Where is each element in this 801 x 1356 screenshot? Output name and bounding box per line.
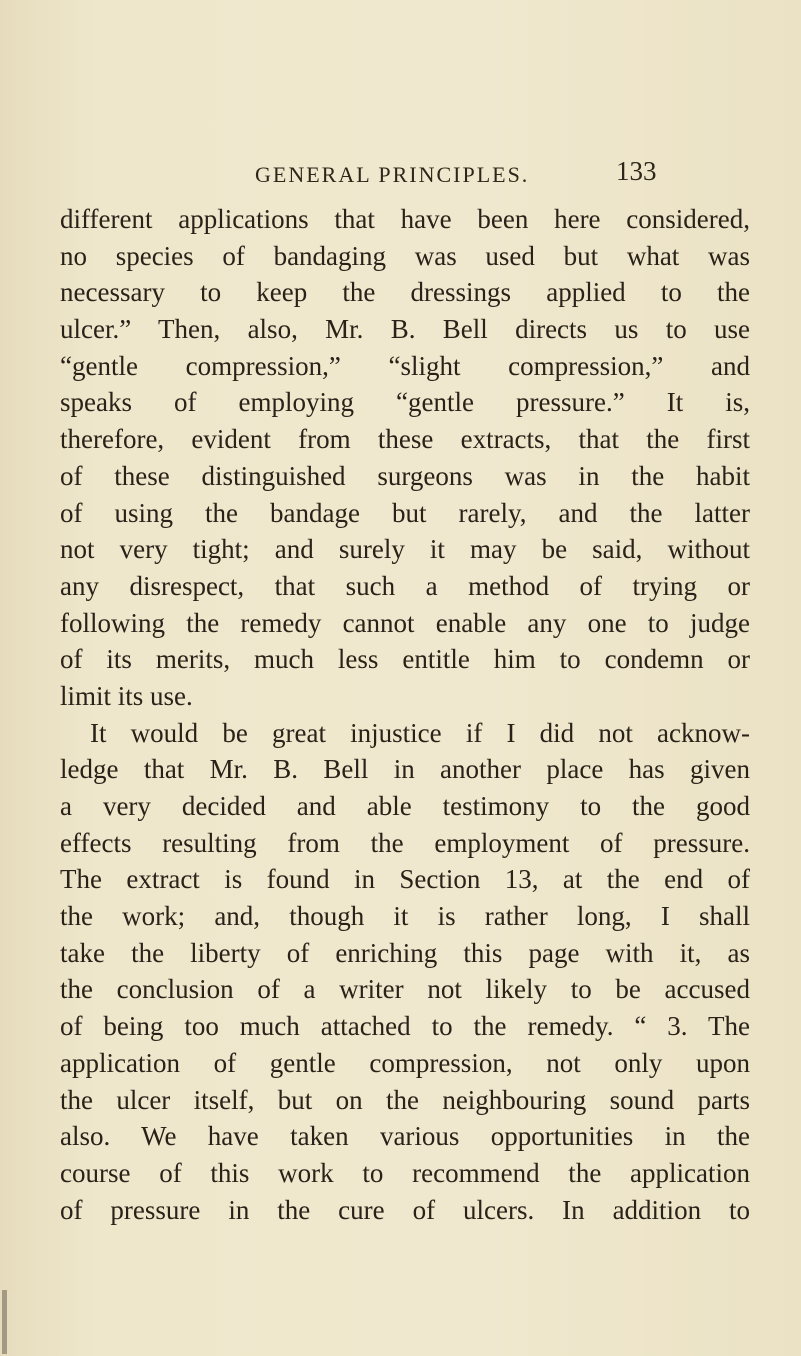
paragraph-start-line: It would be great injustice if I did not acknow- [90,717,750,748]
text-line: of these distinguished surgeons was in the habit [60,460,750,491]
text-line: a very decided and able testimony to the good [60,791,750,821]
text-line: The extract is found in Section 13, at the end of [60,864,750,895]
text-line: speaks of employing “gentle pressure.” It is, [60,387,750,418]
text-line: effects resulting from the employment of pressure. [60,827,750,858]
text-line: ledge that Mr. B. Bell in another place has given [60,754,750,785]
text-line: ulcer.” Then, also, Mr. B. Bell directs us to use [60,314,750,345]
paragraph-end-line: limit its use. [60,680,193,711]
text-line: no species of bandaging was used but what was [60,240,750,271]
text-line: “gentle compression,” “slight compression,” and [60,350,750,381]
text-line: take the liberty of enriching this page with it, as [60,937,750,968]
text-line: of its merits, much less entitle him to condemn or [60,644,750,675]
running-title: GENERAL PRINCIPLES. [255,162,530,187]
text-line: of using the bandage but rarely, and the latter [60,497,750,528]
text-line: any disrespect, that such a method of trying or [60,570,750,601]
text-line: of being too much attached to the remedy. “ 3. The [60,1011,750,1042]
text-line: also. We have taken various opportunities in the [60,1121,750,1152]
text-line: the work; and, though it is rather long, I shall [60,901,750,932]
text-line: course of this work to recommend the application [60,1157,750,1188]
text-line: necessary to keep the dressings applied to the [60,277,750,308]
text-line: application of gentle compression, not only upon [60,1047,750,1078]
body-text [60,201,750,1228]
text-line: not very tight; and surely it may be said, without [60,534,750,565]
text-line: the ulcer itself, but on the neighbouring sound parts [60,1084,750,1115]
page-number: 133 [616,156,657,186]
text-line: of pressure in the cure of ulcers. In addition to [60,1194,750,1225]
binding-shadow [2,1290,7,1354]
text-line: the conclusion of a writer not likely to be accused [60,974,750,1005]
text-line: different applications that have been here considered, [60,204,750,234]
page-header [0,156,801,198]
text-line: following the remedy cannot enable any one to judge [60,607,750,638]
text-line: therefore, evident from these extracts, that the first [60,424,750,455]
